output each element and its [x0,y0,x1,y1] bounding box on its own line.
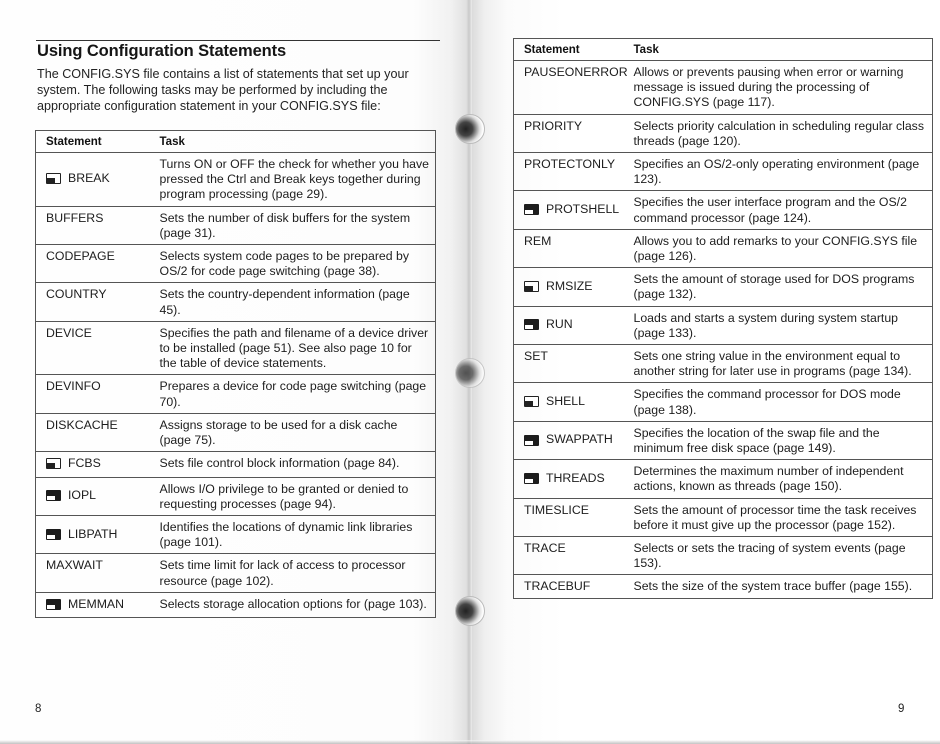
os2-mode-icon [524,204,539,215]
task-description: Sets the size of the system trace buffer (page 155). [634,575,933,598]
task-description: Specifies the path and filename of a device driver to be installed (page 51). See also page 10 for the table of device statements. [160,321,436,375]
config-statements-table-left [35,130,436,618]
statement-name: TIMESLICE [524,502,589,517]
page-heading: Using Configuration Statements [37,42,287,60]
statement-cell [36,515,160,553]
binding-hole-icon [455,114,485,144]
statement-name: DEVINFO [46,379,101,394]
statement-cell [514,383,634,421]
statement-label-group [46,456,101,471]
statement-label-group [46,287,107,302]
task-description: Selects or sets the tracing of system events (page 153). [634,537,933,575]
statement-cell [36,592,160,617]
statement-name: SWAPPATH [546,432,613,447]
table-row [514,268,933,306]
os2-mode-icon [46,529,61,540]
statement-label-group [524,503,589,518]
page-edge-shadow [0,740,940,744]
dos-mode-icon [46,173,61,184]
table-row [514,460,933,498]
page-number: 8 [35,703,42,715]
statement-name: LIBPATH [68,526,118,541]
statement-label-group [46,326,92,341]
table-row [36,592,436,617]
statement-label-group [524,579,590,594]
statement-label-group [46,527,117,542]
statement-label-group [524,541,566,556]
statement-name: RMSIZE [546,278,593,293]
binding-hole-icon [455,596,485,626]
dos-mode-icon [524,396,539,407]
task-description: Determines the maximum number of independent actions, known as threads (page 150). [634,460,933,498]
task-description: Specifies an OS/2-only operating environment (page 123). [634,153,933,191]
statement-name: TRACEBUF [524,579,591,594]
statement-label-group [524,234,551,249]
task-description: Selects priority calculation in scheduling regular class threads (page 120). [634,114,933,152]
statement-label-group [46,597,124,612]
task-description: Loads and starts a system during system startup (page 133). [634,306,933,344]
task-description: Selects system code pages to be prepared by OS/2 for code page switching (page 38). [160,245,436,283]
os2-mode-icon [524,473,539,484]
statement-cell [36,321,160,375]
statement-label-group [524,65,628,80]
page-number: 9 [898,703,905,715]
task-description: Identifies the locations of dynamic link libraries (page 101). [160,515,436,553]
statement-cell [514,153,634,191]
table-header-row [36,131,436,153]
task-description: Specifies the command processor for DOS mode (page 138). [634,383,933,421]
header-task: Task [160,131,436,153]
table-row [514,229,933,267]
statement-name: MAXWAIT [46,558,103,573]
statement-label-group [524,317,573,332]
statement-label-group [46,379,101,394]
dos-mode-icon [46,458,61,469]
statement-cell [36,206,160,244]
table-row [36,283,436,321]
task-description: Sets one string value in the environment equal to another string for later use in programs (page 134). [634,345,933,383]
table-row [514,191,933,229]
statement-name: BUFFERS [46,210,104,225]
table-row [514,383,933,421]
statement-name: COUNTRY [46,287,107,302]
table-row [36,153,436,207]
task-description: Prepares a device for code page switching (page 70). [160,375,436,413]
statement-name: BREAK [68,171,110,186]
table-row [514,575,933,598]
statement-name: PROTECTONLY [524,157,616,172]
table-row [514,153,933,191]
table-header-row [514,39,933,61]
table-body [36,153,436,618]
statement-cell [514,61,634,115]
statement-name: IOPL [68,488,97,503]
table-row [514,345,933,383]
task-description: Selects storage allocation options for (page 103). [160,592,436,617]
statement-name: PAUSEONERROR [524,65,628,79]
statement-label-group [46,558,103,573]
statement-name: SHELL [546,394,585,408]
os2-mode-icon [524,435,539,446]
table-row [514,114,933,152]
statement-cell [36,375,160,413]
config-statements-table-right [513,38,933,599]
statement-name: DEVICE [46,325,92,340]
heading-rule [36,40,440,41]
statement-name: PRIORITY [524,118,583,133]
task-description: Allows you to add remarks to your CONFIG.SYS file (page 126). [634,229,933,267]
statement-cell [36,245,160,283]
binding-hole-icon [455,358,485,388]
table-row [514,537,933,575]
table-row [36,245,436,283]
statement-cell [36,477,160,515]
table-body [514,61,933,599]
statement-name: TRACE [524,541,566,556]
statement-cell [36,554,160,592]
os2-mode-icon [46,599,61,610]
statement-cell [514,114,634,152]
statement-name: RUN [546,317,573,332]
table-row [36,452,436,477]
statement-name: REM [524,233,552,248]
task-description: Sets the country-dependent information (page 45). [160,283,436,321]
statement-label-group [524,119,582,134]
statement-cell [514,460,634,498]
table-row [36,554,436,592]
statement-label-group [524,471,605,486]
task-description: Assigns storage to be used for a disk cache (page 75). [160,413,436,451]
header-statement: Statement [36,131,160,153]
table-row [36,477,436,515]
statement-name: CODEPAGE [46,249,115,264]
statement-label-group [46,488,96,503]
statement-label-group [524,202,619,217]
statement-label-group [524,432,613,447]
table-row [36,321,436,375]
statement-cell [36,283,160,321]
statement-name: DISKCACHE [46,417,118,432]
statement-label-group [524,394,585,409]
statement-name: FCBS [68,456,101,471]
statement-label-group [524,279,592,294]
table-row [514,306,933,344]
table-row [514,498,933,536]
intro-paragraph: The CONFIG.SYS file contains a list of statements that set up your system. The following tasks may be performed by including the appropriate configuration statement in your CONFIG.SYS file: [37,67,409,113]
task-description: Turns ON or OFF the check for whether you have pressed the Ctrl and Break keys together during program processing (page 29). [160,153,436,207]
task-description: Sets the amount of processor time the task receives before it must give up the processor (page 152). [634,498,933,536]
task-description: Allows or prevents pausing when error or warning message is issued during the processing of CONFIG.SYS (page 117). [634,61,933,115]
statement-cell [514,575,634,598]
statement-cell [514,268,634,306]
task-description: Sets the number of disk buffers for the system (page 31). [160,206,436,244]
statement-label-group [524,157,615,172]
statement-cell [36,452,160,477]
task-description: Allows I/O privilege to be granted or denied to requesting processes (page 94). [160,477,436,515]
statement-label-group [46,211,103,226]
task-description: Sets file control block information (page 84). [160,452,436,477]
statement-label-group [524,349,548,364]
statement-cell [514,306,634,344]
task-description: Sets the amount of storage used for DOS programs (page 132). [634,268,933,306]
table-row [36,375,436,413]
statement-cell [514,421,634,459]
statement-cell [514,345,634,383]
statement-name: PROTSHELL [546,201,620,216]
statement-name: MEMMAN [68,596,125,611]
task-description: Specifies the user interface program and the OS/2 command processor (page 124). [634,191,933,229]
task-description: Specifies the location of the swap file and the minimum free disk space (page 149). [634,421,933,459]
os2-mode-icon [524,319,539,330]
statement-cell [514,191,634,229]
table-row [514,61,933,115]
statement-cell [36,153,160,207]
statement-name: SET [524,349,548,364]
table-row [36,515,436,553]
statement-label-group [46,171,110,186]
header-task: Task [634,39,933,61]
os2-mode-icon [46,490,61,501]
table-row [36,413,436,451]
statement-cell [514,498,634,536]
statement-label-group [46,249,115,264]
statement-cell [36,413,160,451]
dos-mode-icon [524,281,539,292]
statement-cell [514,229,634,267]
statement-name: THREADS [546,470,605,485]
header-statement: Statement [514,39,634,61]
statement-label-group [46,418,118,433]
table-row [514,421,933,459]
table-row [36,206,436,244]
statement-cell [514,537,634,575]
task-description: Sets time limit for lack of access to processor resource (page 102). [160,554,436,592]
